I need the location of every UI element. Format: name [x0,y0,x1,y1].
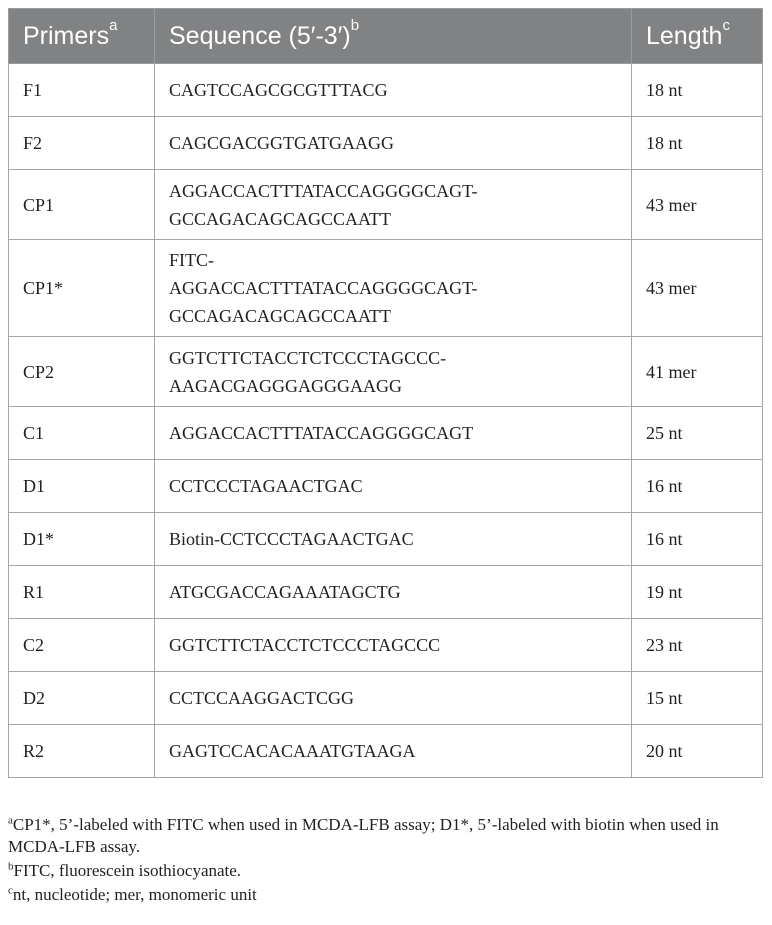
primer-cell: CP1* [9,240,155,337]
sequence-line: GGTCTTCTACCTCTCCCTAGCCC [169,635,441,655]
table-row [9,170,763,240]
length-cell: 19 nt [632,566,763,619]
table-body [9,64,763,778]
sequence-cell [155,566,632,619]
primer-cell: C1 [9,407,155,460]
sequence-line: CCTCCAAGGACTCGG [169,688,355,708]
sequence-cell [155,337,632,407]
sequence-cell [155,672,632,725]
sequence-line: GCCAGACAGCAGCCAATT [169,306,392,326]
footnote-a [8,814,768,858]
sequence-line: Biotin-CCTCCCTAGAACTGAC [169,529,414,549]
header-length [632,9,763,64]
sequence-cell [155,240,632,337]
sequence-cell [155,117,632,170]
sequence-line: GAGTCCACACAAATGTAAGA [169,741,416,761]
header-primers [9,9,155,64]
header-length-label: Length [646,21,723,50]
footnote-mark: a [8,814,13,827]
sequence-line: GGTCTTCTACCTCTCCCTAGCCC- [169,347,447,368]
primer-cell: F2 [9,117,155,170]
length-cell: 43 mer [632,170,763,240]
primer-cell: C2 [9,619,155,672]
sequence-line: FITC- [169,250,214,270]
length-cell: 18 nt [632,117,763,170]
table-row [9,725,763,778]
table-row [9,619,763,672]
length-cell: 16 nt [632,513,763,566]
length-cell: 23 nt [632,619,763,672]
length-cell: 15 nt [632,672,763,725]
primer-cell: R1 [9,566,155,619]
footnote-text: FITC, fluorescein isothiocyanate. [13,861,242,880]
sequence-line: GCCAGACAGCAGCCAATT [169,208,392,229]
sequence-line: AGGACCACTTTATACCAGGGGCAGT- [169,278,478,298]
sequence-cell [155,170,632,240]
sequence-cell [155,725,632,778]
header-length-footnote-mark: c [722,17,730,35]
sequence-cell [155,64,632,117]
sequence-line: AAGACGAGGGAGGGAAGG [169,375,402,396]
length-cell: 25 nt [632,407,763,460]
primer-cell: CP2 [9,337,155,407]
length-cell: 43 mer [632,240,763,337]
sequence-cell [155,513,632,566]
header-sequence-footnote-mark: b [350,17,360,35]
table-row [9,240,763,337]
table-row [9,672,763,725]
table-header [9,9,763,64]
footnote-c [8,884,768,906]
primer-cell: D2 [9,672,155,725]
sequence-cell [155,460,632,513]
header-row [9,9,763,64]
length-cell: 18 nt [632,64,763,117]
primer-cell: D1 [9,460,155,513]
primer-table [8,8,763,778]
sequence-line: ATGCGACCAGAAATAGCTG [169,582,401,602]
table-row [9,566,763,619]
table-row [9,513,763,566]
length-cell: 20 nt [632,725,763,778]
sequence-cell [155,407,632,460]
footnote-mark: c [8,884,13,897]
primer-table-container [8,8,762,778]
footnote-mark: b [8,860,14,873]
table-row [9,64,763,117]
header-sequence [155,9,632,64]
length-cell: 16 nt [632,460,763,513]
footnote-b [8,860,768,882]
table-row [9,337,763,407]
sequence-line: CAGCGACGGTGATGAAGG [169,133,394,153]
sequence-line: CAGTCCAGCGCGTTTACG [169,80,388,100]
table-footnotes [8,814,768,908]
header-sequence-label: Sequence (5′-3′) [169,21,351,50]
table-row [9,117,763,170]
header-primers-label: Primers [23,21,110,50]
footnote-text: CP1*, 5’-labeled with FITC when used in MCDA-LFB assay; D1*, 5’-labeled with biotin when used in MCDA-LFB assay. [8,815,719,856]
table-row [9,407,763,460]
sequence-cell [155,619,632,672]
footnote-text: nt, nucleotide; mer, monomeric unit [12,885,257,904]
primer-cell: D1* [9,513,155,566]
primer-cell: CP1 [9,170,155,240]
sequence-line: AGGACCACTTTATACCAGGGGCAGT- [169,180,478,201]
primer-cell: F1 [9,64,155,117]
primer-cell: R2 [9,725,155,778]
sequence-line: CCTCCCTAGAACTGAC [169,476,363,496]
length-cell: 41 mer [632,337,763,407]
header-primers-footnote-mark: a [109,17,118,35]
sequence-line: AGGACCACTTTATACCAGGGGCAGT [169,423,474,443]
table-row [9,460,763,513]
